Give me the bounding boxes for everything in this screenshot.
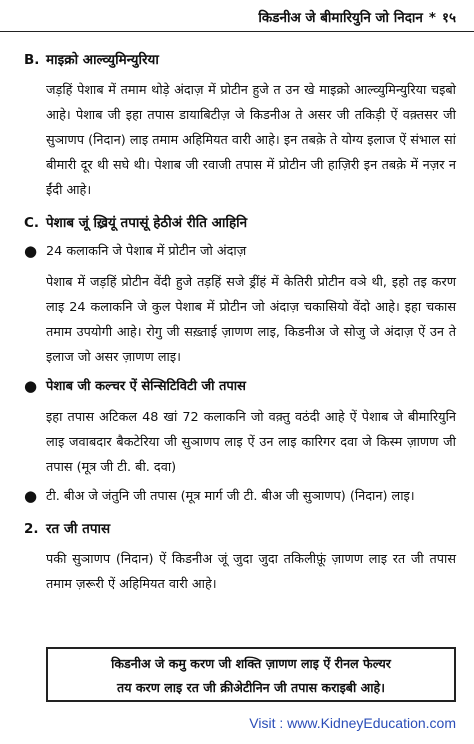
page-content (24, 48, 456, 597)
section-2-title: रत जी तपास (46, 521, 111, 537)
bullet-tb-test-text: टी. बीअ जे जंतुनि जी तपास (मूत्र मार्ग जी टी. बीअ जी सुञाणप) (निदान) लाइ। (46, 489, 415, 504)
bullet-dot: ● (24, 487, 38, 505)
bullet-urine-culture-body: इहा तपास अटिकल 48 खां 72 कलाकनि जो वक़्तु वठंदी आहे ऐं पेशाब जे बीमारियुनि लाइ जवाबदार बैकटेरिया जी सुञाणप लाइ ऐं उन लाइ कारिगर दवा जे किस्म ज़ाणण जी तपास (मूत्र जी टी. बी. दवा) (46, 410, 456, 475)
bullet-24hr-protein (24, 239, 456, 264)
bullet-dot: ● (24, 377, 38, 395)
section-2-body: पकी सुञाणप (निदान) ऐं किडनीअ जूं जुदा जुदा तकिलीफ़ूं ज़ाणण लाइ रत जी तपास तमाम ज़रूरी ऐं अहिमियत वारी आहे। (46, 552, 456, 592)
bullet-24hr-protein-title: 24 कलाकनि जे पेशाब में प्रोटीन जो अंदाज़ (46, 244, 247, 259)
header-separator: * (428, 10, 436, 26)
bullet-urine-culture (24, 374, 456, 399)
section-2-heading (24, 517, 456, 541)
section-c-marker: C. (24, 215, 40, 231)
page-header (0, 6, 474, 32)
bullet-24hr-protein-body: पेशाब में जड़हिं प्रोटीन वेंदी हुजे तड़हिं सजे ड्रींहं में केतिरी प्रोटीन वञे थी, इहो तइ करण लाइ 24 कलाकनि जे कुल पेशाब में प्रोटीन जो अंदाज़ चकासियो वेंदो आहे। इहा चकास तमाम उपयोगी आहे। रोगु जी सख़्ताई ज़ाणण लाइ, किडनीअ जे सोजु जे अंदाज़ ऐं उन ते इलाज जो असर ज़ाणण लाइ। (46, 275, 456, 365)
page-number: १५ (441, 10, 456, 26)
footer-visit-link[interactable]: Visit : www.KidneyEducation.com (249, 715, 456, 731)
section-c-title: पेशाब जूं ख़्रियूं तपासूं हेठीअं रीति आहिनि (46, 215, 248, 231)
highlight-line-2: तय करण लाइ रत जी क्रीअेटीनिन जी तपास कराइबी आहे। (117, 680, 385, 695)
bullet-urine-culture-title: पेशाब जी कल्चर ऐं सेन्सिटिविटी जी तपास (46, 379, 246, 394)
bullet-dot: ● (24, 242, 38, 260)
highlight-line-1: किडनीअ जे कमु करण जी शक्ति ज़ाणण लाइ ऐं रीनल फेल्यर (111, 656, 391, 671)
section-2-marker: 2. (24, 521, 39, 537)
highlight-box (46, 647, 456, 702)
section-c-heading (24, 211, 456, 235)
section-b-marker: B. (24, 52, 40, 68)
section-b-body: जड़हिं पेशाब में तमाम थोड़े अंदाज़ में प्रोटीन हुजे त उन खे माइक्रो आल्व्युमिन्युरिया चइबो आहे। पेशाब जी इहा तपास डायाबिटीज़ जे किडनीअ ते असर जी तकिड़ी ऐं वक़्तसर जी सुञाणप (निदान) लाइ तमाम अहिमियत वारी आहे। इन तबक़े ते योग्य इलाज ऐं संभाल सां बीमारी दूर थी सघे थी। पेशाब जी रवाजी तपास में प्रोटीन जी हाज़िरी इन तबक़े में नज़र न ईंदी आहे। (46, 83, 456, 198)
section-b-title: माइक्रो आल्व्युमिन्युरिया (46, 52, 159, 68)
header-title: किडनीअ जे बीमारियुनि जो निदान (258, 10, 423, 26)
bullet-tb-test (24, 484, 456, 509)
section-b-heading (24, 48, 456, 72)
